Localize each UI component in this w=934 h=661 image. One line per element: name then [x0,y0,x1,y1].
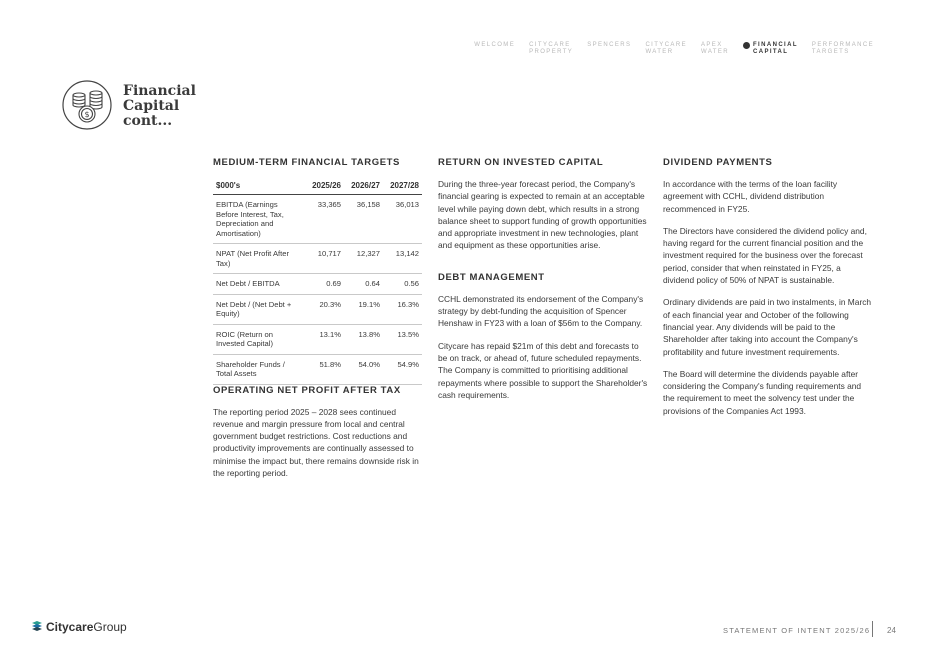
financial-targets-table [213,178,422,385]
table-cell: Net Debt / EBITDA [213,274,305,295]
table-cell: 0.64 [344,274,383,295]
table-cell: 16.3% [383,294,422,324]
table-cell: 0.56 [383,274,422,295]
section-title-line: cont... [123,113,173,129]
table-row [213,354,422,384]
nav-label: CITYCARE [529,42,571,48]
table-cell: 20.3% [305,294,344,324]
nav-label: WATER [700,49,729,55]
table-cell: 54.0% [344,354,383,384]
table-cell: 13.5% [383,324,422,354]
paragraph-return-on-invested-capital: During the three-year forecast period, the Company's financial gearing is expected to remain at an acceptable level while paying down debt, which results in a strong balance sheet to support funding of growth opportunities and appropriate investment in new technologies, plant and equipment as these opportunities arise. [438,179,647,251]
table-cell: 13.8% [344,324,383,354]
nav-label: WELCOME [474,42,516,48]
nav-item-apex-water[interactable] [701,42,729,56]
nav-label: PROPERTY [529,49,574,55]
document-title: STATEMENT OF INTENT 2025/26 [723,626,871,635]
heading-return-on-invested-capital: RETURN ON INVESTED CAPITAL [438,157,604,168]
table-row [213,274,422,295]
table-header: 2027/28 [383,178,422,195]
table-cell: Net Debt / (Net Debt + Equity) [213,294,305,324]
coins-icon [62,80,112,130]
top-navigation [474,42,874,56]
nav-label: FINANCIAL [752,42,798,48]
nav-item-performance-targets[interactable] [812,42,874,56]
brand-suffix: Group [93,620,127,634]
nav-label: CAPITAL [752,49,789,55]
citycare-logo-icon [31,620,43,634]
paragraph-dividend-4: The Board will determine the dividends payable after considering the Company's funding requirements and the requirement to meet the solvency test under the provisions of the Companies Act 1993. [663,368,862,416]
table-header-row [213,178,422,195]
nav-label: SPENCERS [587,42,632,48]
brand-name: Citycare [46,620,94,634]
citycare-group-logo [31,620,127,634]
column-financial-targets [213,157,423,489]
heading-financial-targets: MEDIUM-TERM FINANCIAL TARGETS [213,157,400,168]
table-cell: 10,717 [305,244,344,274]
table-row [213,294,422,324]
table-cell: 13,142 [383,244,422,274]
heading-operating-net-profit: OPERATING NET PROFIT AFTER TAX [213,384,401,396]
nav-label: TARGETS [811,49,850,55]
table-cell: 36,013 [383,195,422,244]
table-cell: 0.69 [305,274,344,295]
table-header: 2026/27 [344,178,383,195]
table-cell: 36,158 [344,195,383,244]
table-cell: 54.9% [383,354,422,384]
section-title-line: Capital [123,98,180,114]
table-row [213,195,422,244]
table-cell: EBITDA (Earnings Before Interest, Tax, Depreciation and Amortisation) [213,195,305,244]
table-header: $000's [213,178,305,195]
table-cell: Shareholder Funds / Total Assets [213,354,305,384]
nav-item-financial-capital[interactable] [743,42,798,56]
section-title [123,84,196,129]
table-row [213,324,422,354]
paragraph-dividend-1: In accordance with the terms of the loan facility agreement with CCHL, dividend distribution recommenced in FY25. [663,179,838,214]
table-row [213,244,422,274]
active-dot-icon [743,42,750,49]
nav-label: PERFORMANCE [811,42,874,48]
table-cell: 19.1% [344,294,383,324]
paragraph-debt-repayment: Citycare has repaid $21m of this debt and forecasts to be on track, or ahead of, future scheduled repayments. The Company is committed to prioritising additional repayments where possible to support the Shareholder's cash requirements. [438,340,648,400]
nav-item-citycare-water[interactable] [645,42,687,56]
column-dividend-payments [663,157,873,427]
table-cell: 33,365 [305,195,344,244]
table-cell: NPAT (Net Profit After Tax) [213,244,305,274]
table-cell: 51.8% [305,354,344,384]
nav-item-spencers[interactable] [587,42,631,56]
paragraph-operating-net-profit: The reporting period 2025 – 2028 sees continued revenue and margin pressure from local and central government budget restrictions. Cost reductions and productivity improvements are continually assessed to minimise the impact but, there remains downside risk in the reporting period. [213,406,419,478]
nav-label: WATER [645,49,674,55]
table-header: 2025/26 [305,178,344,195]
paragraph-dividend-3: Ordinary dividends are paid in two instalments, in March of each financial year and October of the following financial year. Any dividends will be paid to the Shareholder after taking into account the Company's profitability and future investment requirements. [663,297,872,357]
footer-divider [872,621,873,637]
page-number: 24 [887,626,896,635]
svg-text:$: $ [84,110,90,119]
table-cell: 13.1% [305,324,344,354]
section-title-line: Financial [123,83,196,99]
heading-debt-management: DEBT MANAGEMENT [438,271,545,283]
nav-label: APEX [700,42,723,48]
paragraph-dividend-2: The Directors have considered the dividend policy and, having regard for the current financial position and the investment required for the business over the forecast period, consider that when reinstated in FY25, a dividend policy of 50% of NPAT is sustainable. [663,225,867,286]
column-return-on-capital [438,157,648,411]
nav-label: CITYCARE [645,42,687,48]
paragraph-debt-management: CCHL demonstrated its endorsement of the Company's strategy by debt-funding the acquisition of Spencer Henshaw in FY23 with a loan of $56m to the Company. [438,293,644,329]
nav-item-citycare-property[interactable] [529,42,573,56]
heading-dividend-payments: DIVIDEND PAYMENTS [663,157,773,168]
nav-item-welcome[interactable] [474,42,515,56]
table-cell: ROIC (Return on Invested Capital) [213,324,305,354]
table-cell: 12,327 [344,244,383,274]
